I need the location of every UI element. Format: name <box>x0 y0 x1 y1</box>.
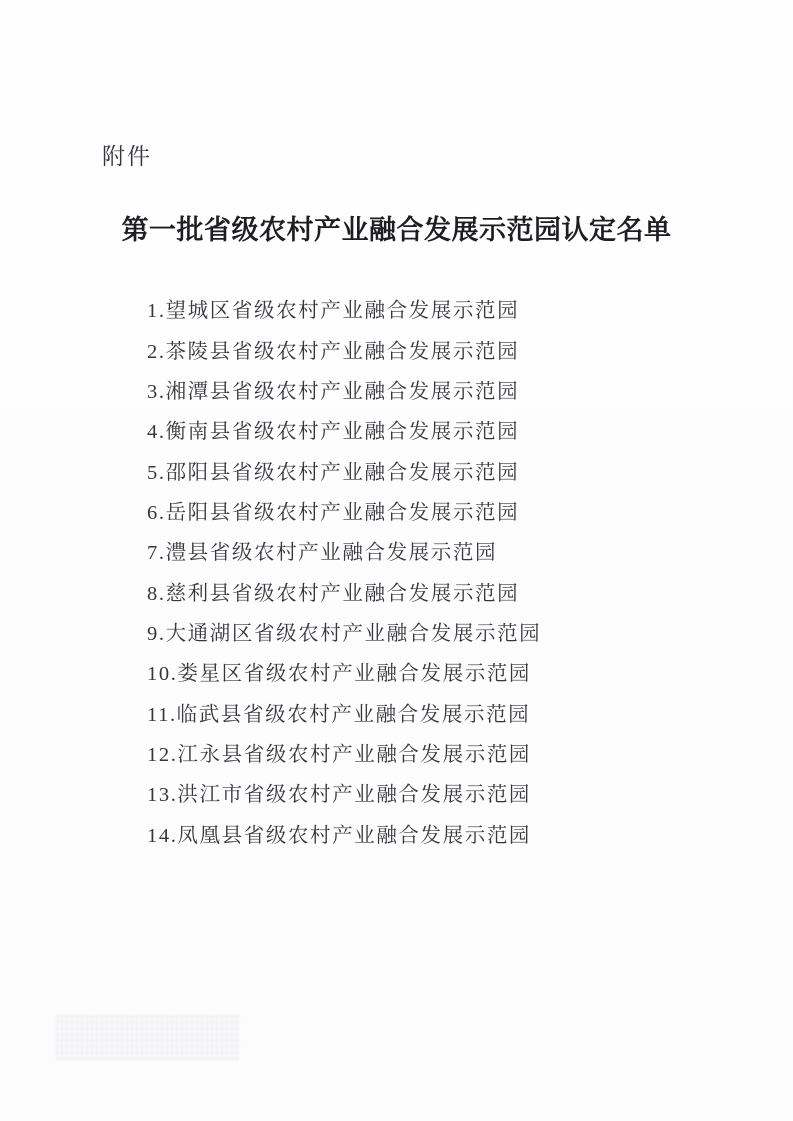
page-title: 第一批省级农村产业融合发展示范园认定名单 <box>121 215 672 245</box>
list-item: 12.江永县省级农村产业融合发展示范园 <box>147 743 532 766</box>
list-item: 8.慈利县省级农村产业融合发展示范园 <box>147 582 520 605</box>
list-item: 5.邵阳县省级农村产业融合发展示范园 <box>147 461 520 484</box>
list-item: 11.临武县省级农村产业融合发展示范园 <box>147 703 531 726</box>
list-item: 14.凤凰县省级农村产业融合发展示范园 <box>147 824 532 847</box>
list-item: 1.望城区省级农村产业融合发展示范园 <box>147 300 520 323</box>
list-item: 7.澧县省级农村产业融合发展示范园 <box>147 542 498 565</box>
list-item: 10.娄星区省级农村产业融合发展示范园 <box>147 663 532 686</box>
list-item: 4.衡南县省级农村产业融合发展示范园 <box>147 421 520 444</box>
attachment-label: 附件 <box>102 144 152 169</box>
list-item: 9.大通湖区省级农村产业融合发展示范园 <box>147 622 542 645</box>
list-item: 13.洪江市省级农村产业融合发展示范园 <box>147 784 532 807</box>
scan-noise-artifact <box>56 1014 240 1060</box>
list-item: 2.茶陵县省级农村产业融合发展示范园 <box>147 340 520 363</box>
list-item: 3.湘潭县省级农村产业融合发展示范园 <box>147 380 520 403</box>
park-list <box>147 288 541 853</box>
list-item: 6.岳阳县省级农村产业融合发展示范园 <box>147 501 520 524</box>
